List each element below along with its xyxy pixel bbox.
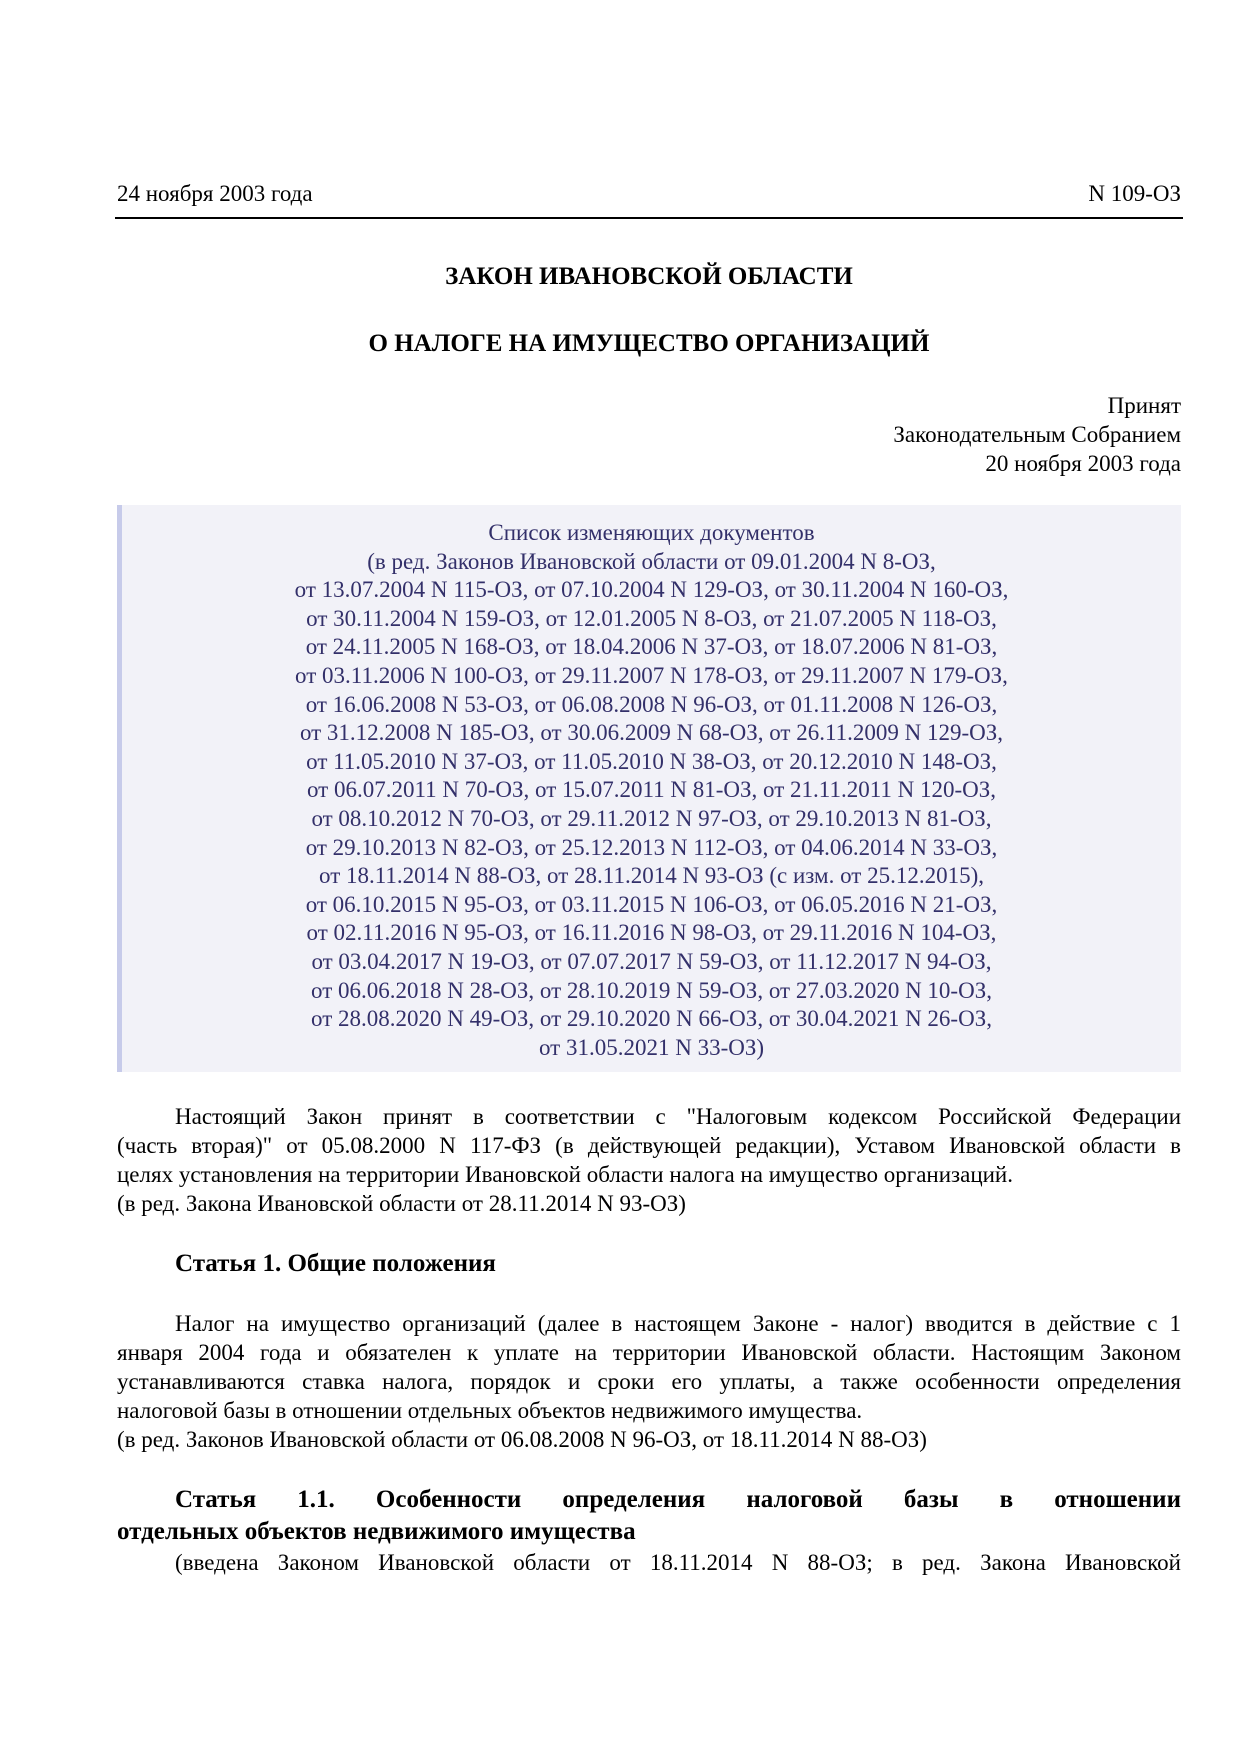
- amendment-line: от 28.08.2020 N 49-ОЗ, от 29.10.2020 N 66-ОЗ, от 30.04.2021 N 26-ОЗ,: [311, 1006, 992, 1032]
- article-1-1-note: (введена Законом Ивановской области от 18.11.2014 N 88-ОЗ; в ред. Закона Ивановской: [175, 1550, 1181, 1575]
- heading-line: Статья 1.1. Особенности определения налоговой базы в отношении: [175, 1486, 1181, 1513]
- amendment-line: от 30.11.2004 N 159-ОЗ, от 12.01.2005 N 8-ОЗ, от 21.07.2005 N 118-ОЗ,: [306, 605, 997, 631]
- paragraph-line: налоговой базы в отношении отдельных объектов недвижимого имущества.: [117, 1398, 863, 1423]
- paragraph-line: (часть вторая)" от 05.08.2000 N 117-ФЗ (в действующей редакции), Уставом Ивановской области в: [117, 1133, 1181, 1158]
- accepted-line: Законодательным Собранием: [893, 422, 1181, 447]
- document-number: N 109-ОЗ: [1088, 181, 1181, 206]
- paragraph-line: целях установления на территории Ивановской области налога на имущество организаций.: [117, 1162, 1013, 1187]
- preamble: [117, 1102, 1181, 1218]
- amendment-line: от 29.10.2013 N 82-ОЗ, от 25.12.2013 N 112-ОЗ, от 04.06.2014 N 33-ОЗ,: [305, 834, 998, 860]
- paragraph-line: устанавливаются ставка налога, порядок и сроки его уплаты, а также особенности определения: [117, 1369, 1181, 1394]
- amendments-box: [117, 505, 1181, 1072]
- heading-line: отдельных объектов недвижимого имущества: [117, 1518, 636, 1545]
- law-title: ЗАКОН ИВАНОВСКОЙ ОБЛАСТИ: [445, 263, 853, 290]
- paragraph-line: Налог на имущество организаций (далее в настоящем Законе - налог) вводится в действие с 1: [175, 1311, 1181, 1336]
- amendments-heading: Список изменяющих документов: [488, 520, 815, 545]
- amendment-line: от 31.05.2021 N 33-ОЗ): [538, 1034, 765, 1060]
- amendment-line: от 24.11.2005 N 168-ОЗ, от 18.04.2006 N 37-ОЗ, от 18.07.2006 N 81-ОЗ,: [305, 634, 998, 660]
- amendment-line: от 06.10.2015 N 95-ОЗ, от 03.11.2015 N 106-ОЗ, от 06.05.2016 N 21-ОЗ,: [305, 891, 998, 917]
- paragraph-line: января 2004 года и обязателен к уплате на территории Ивановской области. Настоящим Законом: [117, 1340, 1181, 1365]
- amendment-line: от 03.11.2006 N 100-ОЗ, от 29.11.2007 N 178-ОЗ, от 29.11.2007 N 179-ОЗ,: [295, 662, 1008, 688]
- amendment-line: от 31.12.2008 N 185-ОЗ, от 30.06.2009 N 68-ОЗ, от 26.11.2009 N 129-ОЗ,: [299, 720, 1004, 746]
- amendment-line: от 03.04.2017 N 19-ОЗ, от 07.07.2017 N 59-ОЗ, от 11.12.2017 N 94-ОЗ,: [311, 948, 992, 974]
- accepted-block: [117, 391, 1181, 478]
- document-header: [117, 179, 1181, 208]
- amendment-line: от 16.06.2008 N 53-ОЗ, от 06.08.2008 N 96-ОЗ, от 01.11.2008 N 126-ОЗ,: [305, 691, 998, 717]
- article-1-heading: Статья 1. Общие положения: [175, 1250, 496, 1277]
- article-1-1-heading: [117, 1484, 1181, 1548]
- paragraph-line: Настоящий Закон принят в соответствии с "Налоговым кодексом Российской Федерации: [175, 1104, 1181, 1129]
- amendment-line: от 13.07.2004 N 115-ОЗ, от 07.10.2004 N 129-ОЗ, от 30.11.2004 N 160-ОЗ,: [294, 577, 1009, 603]
- amendment-line: от 11.05.2010 N 37-ОЗ, от 11.05.2010 N 38-ОЗ, от 20.12.2010 N 148-ОЗ,: [306, 748, 997, 774]
- amendment-line: от 06.06.2018 N 28-ОЗ, от 28.10.2019 N 59-ОЗ, от 27.03.2020 N 10-ОЗ,: [311, 977, 992, 1003]
- amendment-line: от 08.10.2012 N 70-ОЗ, от 29.11.2012 N 97-ОЗ, от 29.10.2013 N 81-ОЗ,: [311, 805, 992, 831]
- law-subtitle: О НАЛОГЕ НА ИМУЩЕСТВО ОРГАНИЗАЦИЙ: [368, 330, 930, 357]
- article-1-body: [117, 1309, 1181, 1454]
- document-date: 24 ноября 2003 года: [117, 181, 313, 206]
- header-divider: [115, 217, 1183, 219]
- amendment-line: от 02.11.2016 N 95-ОЗ, от 16.11.2016 N 98-ОЗ, от 29.11.2016 N 104-ОЗ,: [306, 920, 997, 946]
- amendment-note: (в ред. Закона Ивановской области от 28.11.2014 N 93-ОЗ): [117, 1191, 686, 1216]
- amendment-line: (в ред. Законов Ивановской области от 09.01.2004 N 8-ОЗ,: [367, 548, 936, 574]
- amendment-note: (в ред. Законов Ивановской области от 06.08.2008 N 96-ОЗ, от 18.11.2014 N 88-ОЗ): [117, 1427, 927, 1452]
- amendment-line: от 18.11.2014 N 88-ОЗ, от 28.11.2014 N 93-ОЗ (с изм. от 25.12.2015),: [319, 863, 984, 889]
- amendment-line: от 06.07.2011 N 70-ОЗ, от 15.07.2011 N 81-ОЗ, от 21.11.2011 N 120-ОЗ,: [306, 777, 997, 803]
- accepted-line: Принят: [1107, 393, 1181, 418]
- accepted-line: 20 ноября 2003 года: [985, 451, 1181, 476]
